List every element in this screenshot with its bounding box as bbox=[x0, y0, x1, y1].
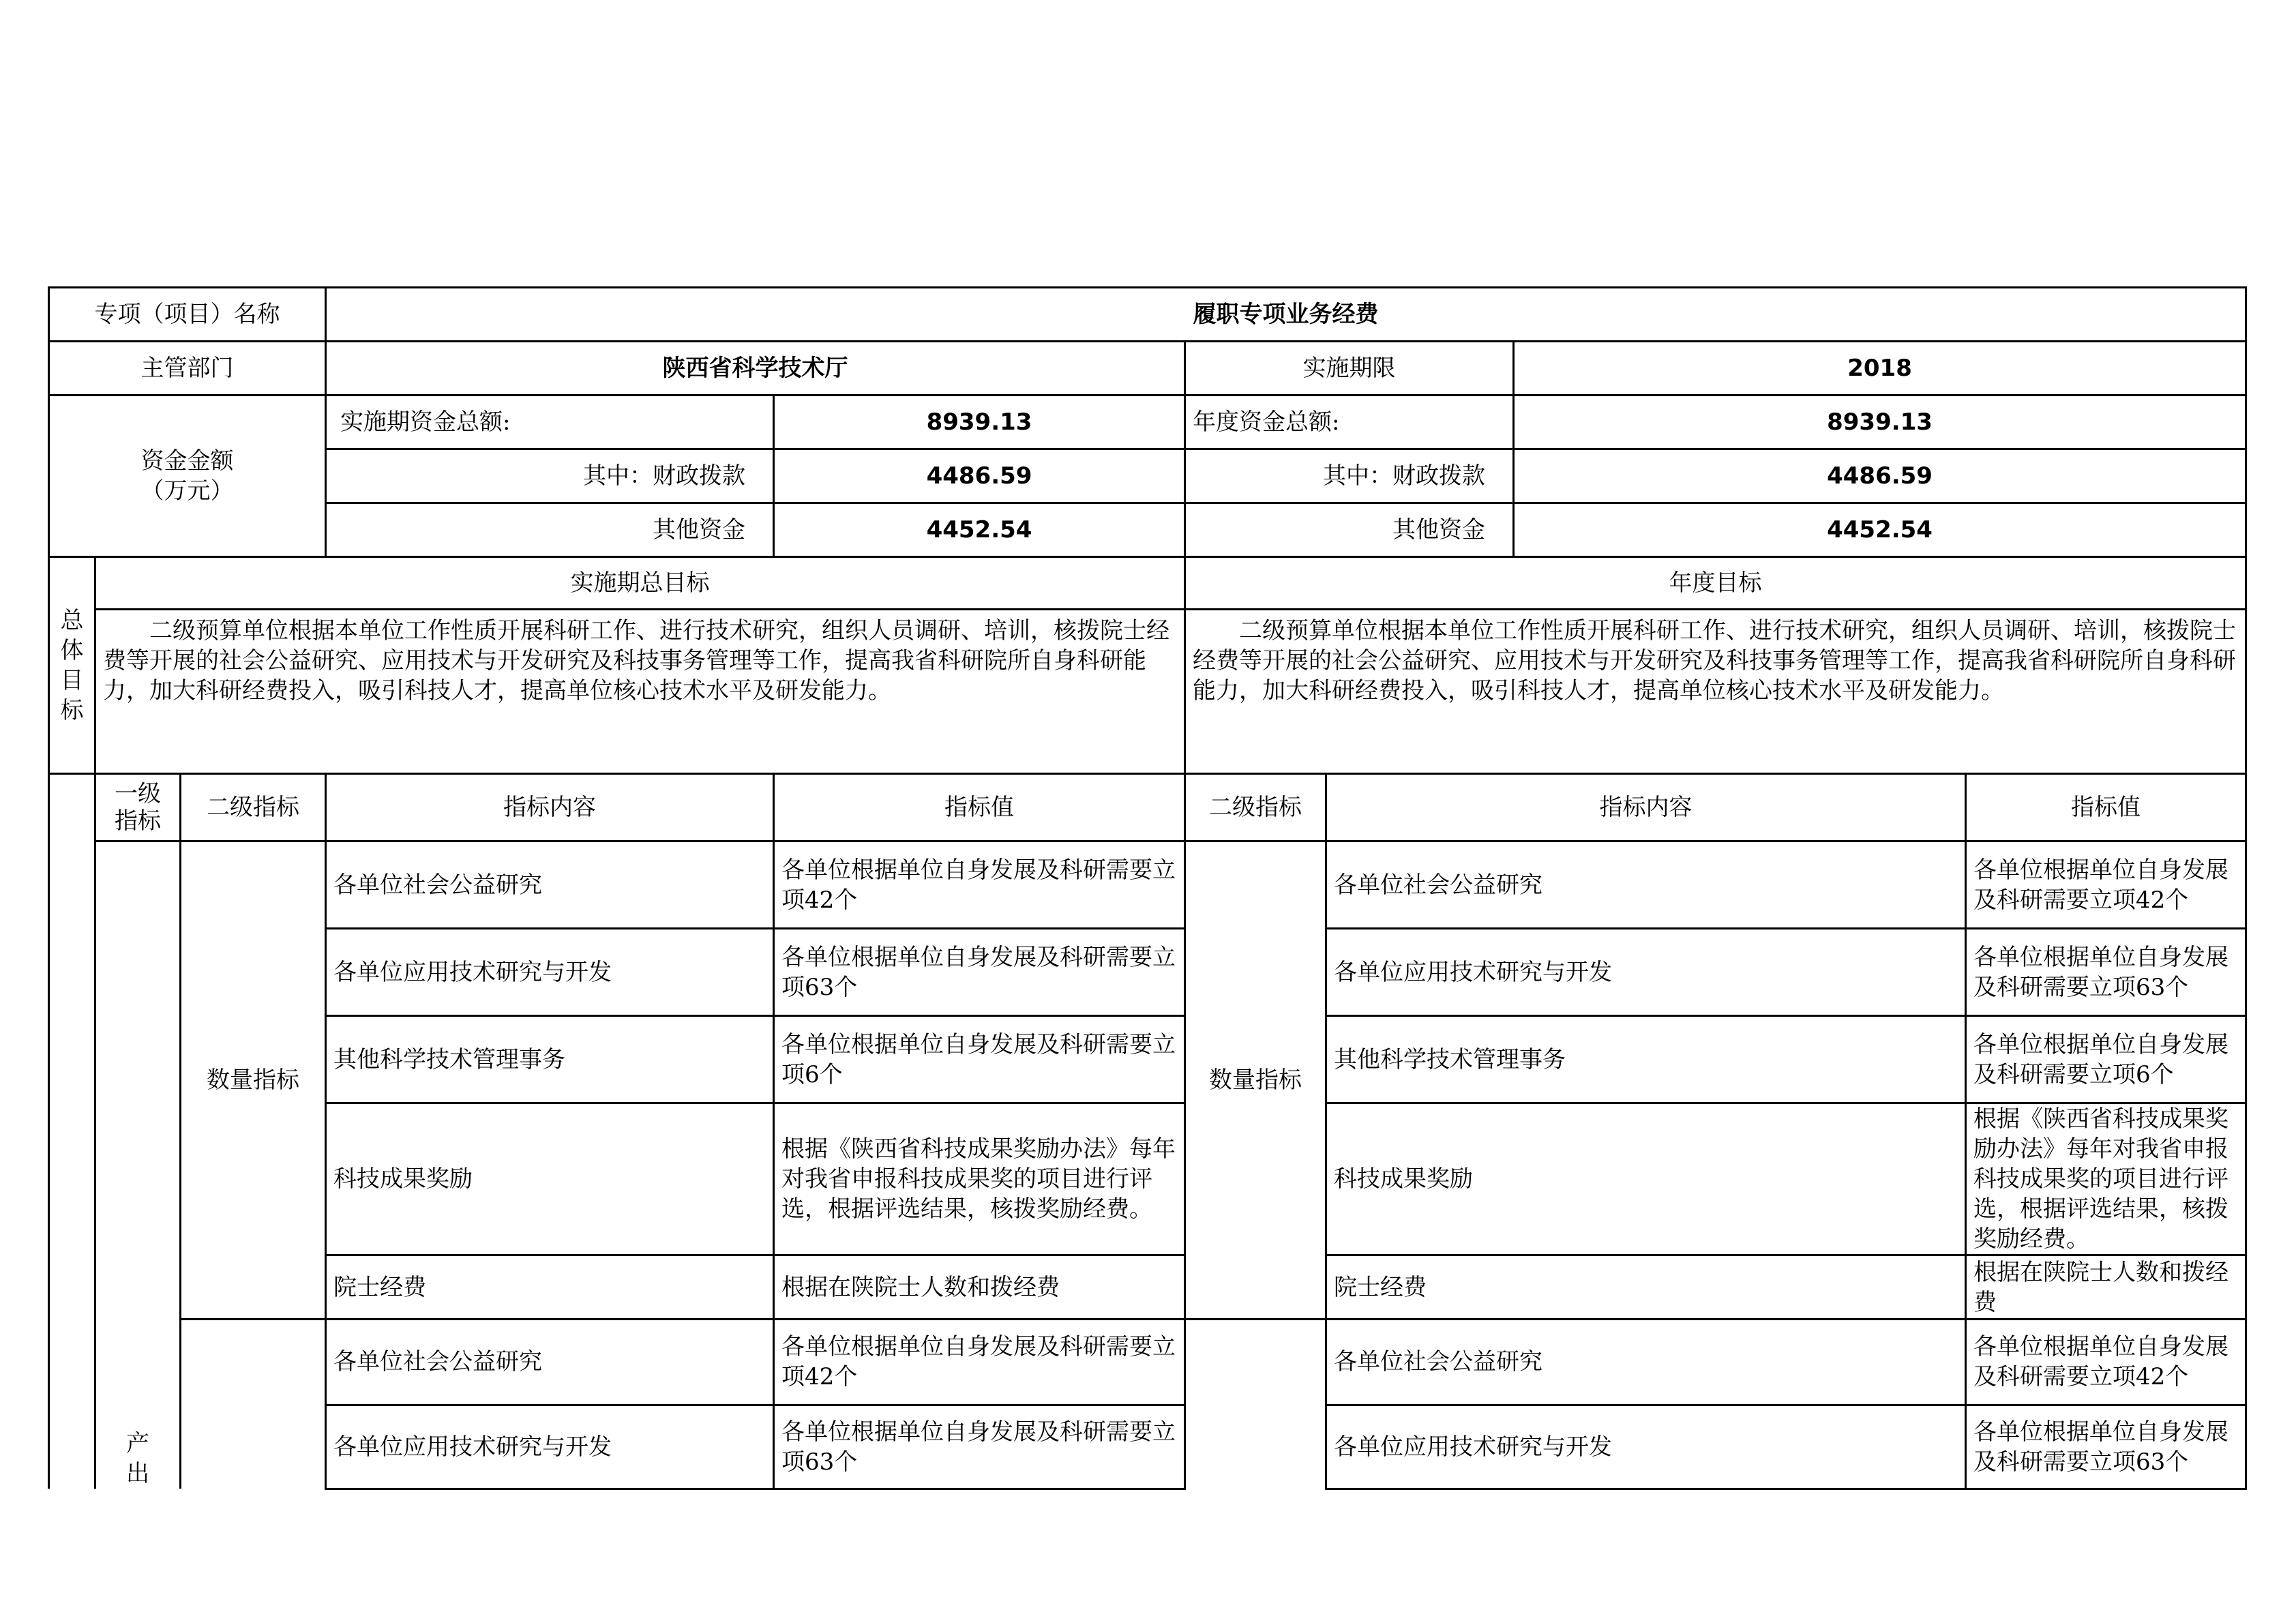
row6-content-annual: 各单位社会公益研究 bbox=[1326, 1320, 1966, 1405]
table-row bbox=[49, 929, 2246, 1016]
row3-value-annual: 各单位根据单位自身发展及科研需要立项6个 bbox=[1966, 1016, 2246, 1103]
quantity-indicator-label: 数量指标 bbox=[181, 842, 326, 1320]
funds-total-row bbox=[49, 396, 2246, 449]
row7-content-annual: 各单位应用技术研究与开发 bbox=[1326, 1405, 1966, 1489]
annual-goal-header: 年度目标 bbox=[1185, 557, 2246, 610]
period-goal-header: 实施期总目标 bbox=[95, 557, 1185, 610]
funds-other-row bbox=[49, 503, 2246, 557]
annual-other-label: 其他资金 bbox=[1185, 503, 1514, 557]
table-row bbox=[49, 1016, 2246, 1103]
row1-value: 各单位根据单位自身发展及科研需要立项42个 bbox=[774, 842, 1185, 929]
row3-value: 各单位根据单位自身发展及科研需要立项6个 bbox=[774, 1016, 1185, 1103]
project-name-label: 专项（项目）名称 bbox=[49, 288, 326, 342]
performance-side-label bbox=[49, 774, 95, 1489]
annual-fiscal-label: 其中：财政拨款 bbox=[1185, 449, 1514, 503]
row2-value-annual: 各单位根据单位自身发展及科研需要立项63个 bbox=[1966, 929, 2246, 1016]
quantity-indicator-label-annual: 数量指标 bbox=[1185, 842, 1326, 1320]
overall-goal-side-label: 总 体 目 标 bbox=[49, 557, 95, 774]
table-row bbox=[49, 1405, 2246, 1489]
fiscal-label: 其中：财政拨款 bbox=[326, 449, 774, 503]
period-goal-text: 二级预算单位根据本单位工作性质开展科研工作、进行技术研究，组织人员调研、培训，核拨院士经费等开展的社会公益研究、应用技术与开发研究及科技事务管理等工作，提高我省科研院所自身科研能力，加大科研经费投入，吸引科技人才，提高单位核心技术水平及研发能力。 bbox=[95, 610, 1185, 774]
row5-value-annual: 根据在陕院士人数和拨经费 bbox=[1966, 1255, 2246, 1320]
value-header: 指标值 bbox=[774, 774, 1185, 842]
period-label: 实施期限 bbox=[1185, 342, 1514, 396]
level1-output-label: 产 出 bbox=[95, 842, 181, 1489]
dept-value: 陕西省科学技术厅 bbox=[326, 342, 1185, 396]
row7-value-annual: 各单位根据单位自身发展及科研需要立项63个 bbox=[1966, 1405, 2246, 1489]
row3-content-annual: 其他科学技术管理事务 bbox=[1326, 1016, 1966, 1103]
content-header: 指标内容 bbox=[326, 774, 774, 842]
row4-value: 根据《陕西省科技成果奖励办法》每年对我省申报科技成果奖的项目进行评选，根据评选结果，核拨奖励经费。 bbox=[774, 1103, 1185, 1255]
project-name-value: 履职专项业务经费 bbox=[326, 288, 2246, 342]
row4-content-annual: 科技成果奖励 bbox=[1326, 1103, 1966, 1255]
annual-goal-text: 二级预算单位根据本单位工作性质开展科研工作、进行技术研究，组织人员调研、培训，核拨院士经费等开展的社会公益研究、应用技术与开发研究及科技事务管理等工作，提高我省科研院所自身科研能力，加大科研经费投入，吸引科技人才，提高单位核心技术水平及研发能力。 bbox=[1185, 610, 2246, 774]
row5-value: 根据在陕院士人数和拨经费 bbox=[774, 1255, 1185, 1320]
annual-total-value: 8939.13 bbox=[1514, 396, 2246, 449]
project-name-row bbox=[49, 288, 2246, 342]
annual-fiscal-value: 4486.59 bbox=[1514, 449, 2246, 503]
content-header-annual: 指标内容 bbox=[1326, 774, 1966, 842]
row4-value-annual: 根据《陕西省科技成果奖励办法》每年对我省申报科技成果奖的项目进行评选，根据评选结果，核拨奖励经费。 bbox=[1966, 1103, 2246, 1255]
row7-content: 各单位应用技术研究与开发 bbox=[326, 1405, 774, 1489]
funds-label-line1: 资金金额 bbox=[140, 447, 234, 475]
row6-content: 各单位社会公益研究 bbox=[326, 1320, 774, 1405]
row5-content-annual: 院士经费 bbox=[1326, 1255, 1966, 1320]
row1-value-annual: 各单位根据单位自身发展及科研需要立项42个 bbox=[1966, 842, 2246, 929]
total-funds-value: 8939.13 bbox=[774, 396, 1185, 449]
value-header-annual: 指标值 bbox=[1966, 774, 2246, 842]
level1-header: 一级 指标 bbox=[95, 774, 181, 842]
funds-label bbox=[49, 396, 326, 557]
level2-header-annual: 二级指标 bbox=[1185, 774, 1326, 842]
funds-label-line2: （万元） bbox=[140, 477, 234, 505]
performance-goal-table bbox=[48, 286, 2247, 1490]
period-value: 2018 bbox=[1514, 342, 2246, 396]
row4-content: 科技成果奖励 bbox=[326, 1103, 774, 1255]
funds-fiscal-row bbox=[49, 449, 2246, 503]
row1-content-annual: 各单位社会公益研究 bbox=[1326, 842, 1966, 929]
indicator-header-row bbox=[49, 774, 2246, 842]
table-row bbox=[49, 842, 2246, 929]
fiscal-value: 4486.59 bbox=[774, 449, 1185, 503]
row7-value: 各单位根据单位自身发展及科研需要立项63个 bbox=[774, 1405, 1185, 1489]
goals-text-row bbox=[49, 610, 2246, 774]
annual-total-label: 年度资金总额: bbox=[1185, 396, 1514, 449]
other-funds-value: 4452.54 bbox=[774, 503, 1185, 557]
row6-value: 各单位根据单位自身发展及科研需要立项42个 bbox=[774, 1320, 1185, 1405]
other-funds-label: 其他资金 bbox=[326, 503, 774, 557]
dept-row bbox=[49, 342, 2246, 396]
row2-value: 各单位根据单位自身发展及科研需要立项63个 bbox=[774, 929, 1185, 1016]
table-row bbox=[49, 1255, 2246, 1320]
next-level2-label bbox=[181, 1320, 326, 1489]
row6-value-annual: 各单位根据单位自身发展及科研需要立项42个 bbox=[1966, 1320, 2246, 1405]
total-funds-label: 实施期资金总额: bbox=[326, 396, 774, 449]
table-row bbox=[49, 1103, 2246, 1255]
table-row bbox=[49, 1320, 2246, 1405]
dept-label: 主管部门 bbox=[49, 342, 326, 396]
goals-header-row bbox=[49, 557, 2246, 610]
row5-content: 院士经费 bbox=[326, 1255, 774, 1320]
next-level2-label-annual bbox=[1185, 1320, 1326, 1489]
level2-header: 二级指标 bbox=[181, 774, 326, 842]
row3-content: 其他科学技术管理事务 bbox=[326, 1016, 774, 1103]
annual-other-value: 4452.54 bbox=[1514, 503, 2246, 557]
row2-content: 各单位应用技术研究与开发 bbox=[326, 929, 774, 1016]
row2-content-annual: 各单位应用技术研究与开发 bbox=[1326, 929, 1966, 1016]
row1-content: 各单位社会公益研究 bbox=[326, 842, 774, 929]
